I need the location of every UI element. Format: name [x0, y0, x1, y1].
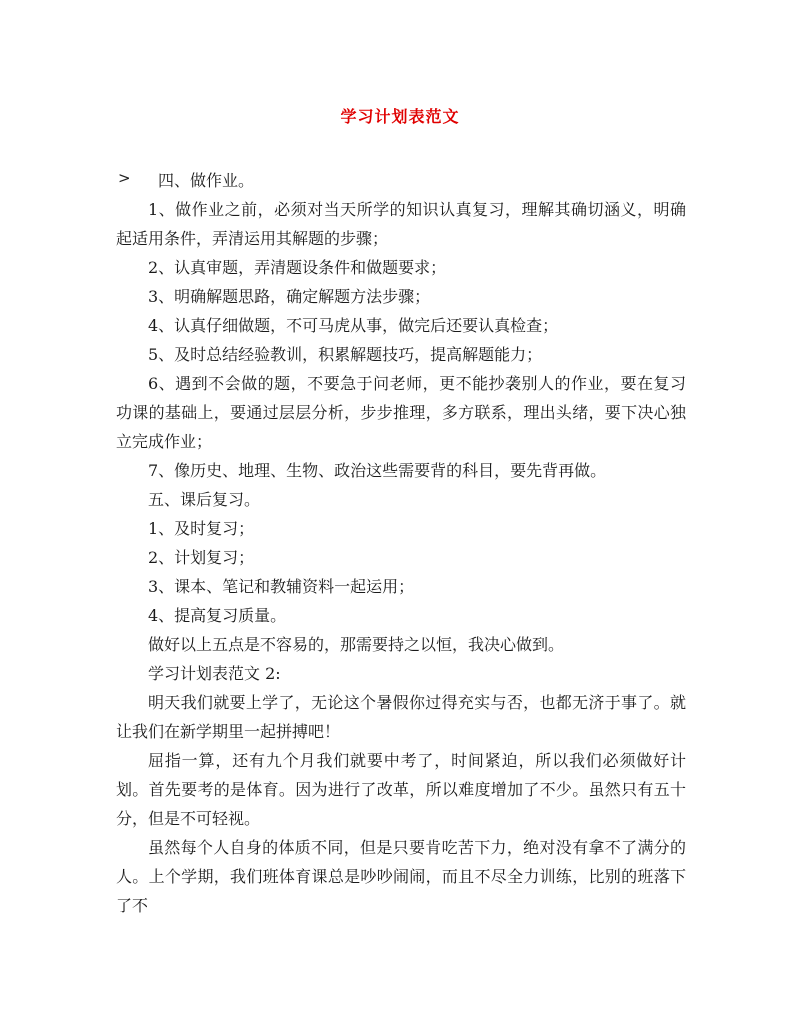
paragraph: 1、及时复习；	[148, 519, 255, 538]
document-body	[116, 166, 686, 920]
paragraph: 5、及时总结经验教训，积累解题技巧，提高解题能力；	[148, 345, 543, 364]
section-heading-sample-2: 学习计划表范文 2:	[148, 664, 281, 683]
section-heading-homework: 四、做作业。	[158, 171, 255, 190]
paragraph: 明天我们就要上学了，无论这个暑假你过得充实与否，也都无济于事了。就让我们在新学期里一起拼搏吧！	[116, 693, 686, 741]
paragraph: 3、明确解题思路，确定解题方法步骤；	[148, 287, 431, 306]
document-title: 学习计划表范文	[340, 107, 460, 126]
paragraph: 屈指一算，还有九个月我们就要中考了，时间紧迫，所以我们必须做好计划。首先要考的是体育。因为进行了改革，所以难度增加了不少。虽然只有五十分，但是不可轻视。	[116, 751, 686, 828]
bullet-marker-icon: >	[118, 169, 131, 187]
paragraph: 7、像历史、地理、生物、政治这些需要背的科目，要先背再做。	[148, 461, 607, 480]
paragraph: 虽然每个人自身的体质不同，但是只要肯吃苦下力，绝对没有拿不了满分的人。上个学期，我们班体育课总是吵吵闹闹，而且不尽全力训练，比别的班落下了不	[116, 838, 686, 915]
paragraph: 2、计划复习；	[148, 548, 255, 567]
paragraph: 做好以上五点是不容易的，那需要持之以恒，我决心做到。	[148, 635, 565, 654]
paragraph: 3、课本、笔记和教辅资料一起运用；	[148, 577, 415, 596]
paragraph: 1、做作业之前，必须对当天所学的知识认真复习，理解其确切涵义，明确起适用条件，弄清运用其解题的步骤；	[116, 200, 686, 248]
paragraph: 6、遇到不会做的题，不要急于问老师，更不能抄袭别人的作业，要在复习功课的基础上，要通过层层分析，步步推理，多方联系，理出头绪，要下决心独立完成作业；	[116, 374, 686, 451]
paragraph: 2、认真审题，弄清题设条件和做题要求；	[148, 258, 447, 277]
paragraph: 4、认真仔细做题，不可马虎从事，做完后还要认真检查；	[148, 316, 559, 335]
section-heading-review: 五、课后复习。	[148, 490, 261, 509]
paragraph: 4、提高复习质量。	[148, 606, 287, 625]
